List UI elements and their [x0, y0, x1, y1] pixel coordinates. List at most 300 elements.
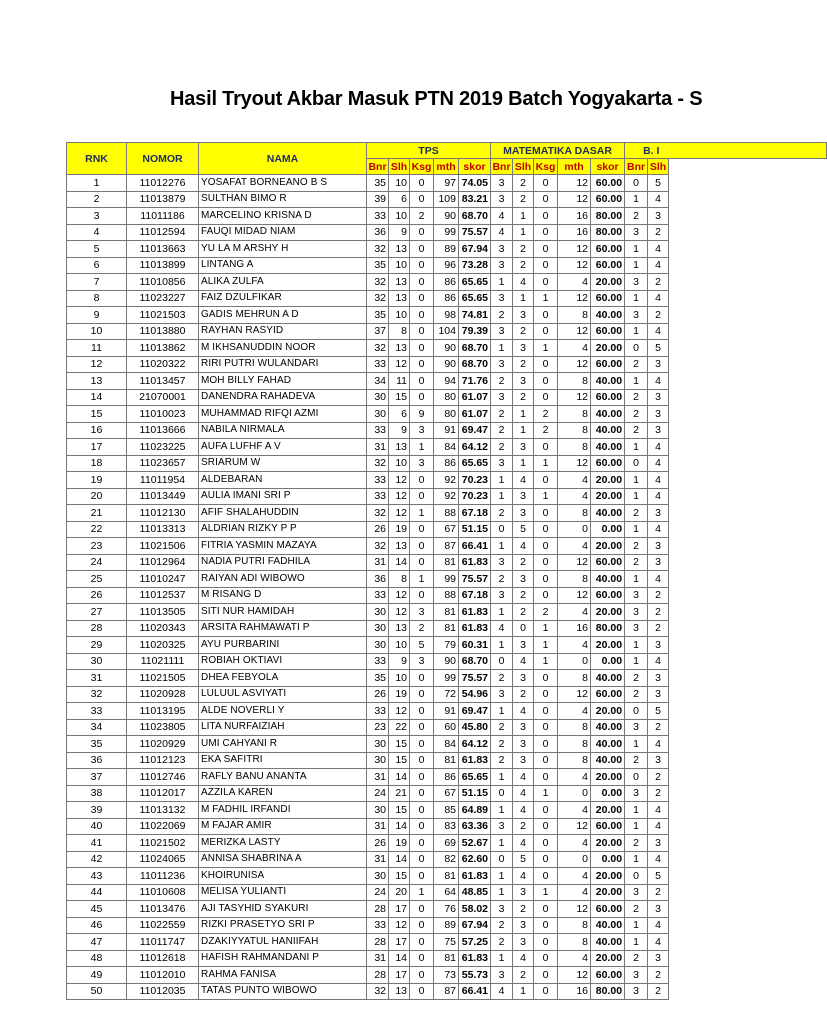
cell-tps-slh: 13: [389, 620, 410, 637]
cell-tps-mth: 64: [434, 884, 459, 901]
cell-tps-mth: 94: [434, 373, 459, 390]
cell-tps-bnr: 28: [367, 901, 389, 918]
cell-tps-ksg: 0: [410, 901, 434, 918]
cell-tps-ksg: 0: [410, 521, 434, 538]
cell-filler: [669, 620, 827, 637]
cell-mtk-bnr: 0: [491, 521, 513, 538]
table-row: [67, 224, 827, 241]
cell-tps-skor: 75.57: [459, 670, 491, 687]
cell-bing-bnr: 2: [625, 835, 648, 852]
cell-bing-slh: 4: [648, 934, 669, 951]
cell-mtk-skor: 80.00: [591, 983, 625, 1000]
cell-nama: RIZKI PRASETYO SRI P: [199, 917, 367, 934]
cell-nama: DZAKIYYATUL HANIIFAH: [199, 934, 367, 951]
cell-nomor: 11011236: [127, 868, 199, 885]
cell-rank: 30: [67, 653, 127, 670]
cell-mtk-slh: 3: [513, 736, 534, 753]
cell-mtk-mth: 8: [558, 670, 591, 687]
cell-mtk-slh: 1: [513, 455, 534, 472]
page-title: Hasil Tryout Akbar Masuk PTN 2019 Batch Yogyakarta - S: [170, 88, 703, 110]
cell-bing-slh: 4: [648, 851, 669, 868]
cell-nomor: 11012964: [127, 554, 199, 571]
cell-mtk-slh: 2: [513, 587, 534, 604]
cell-tps-bnr: 36: [367, 571, 389, 588]
cell-nama: RAIYAN ADI WIBOWO: [199, 571, 367, 588]
cell-tps-bnr: 33: [367, 422, 389, 439]
cell-mtk-slh: 3: [513, 488, 534, 505]
cell-nomor: 11013195: [127, 703, 199, 720]
cell-tps-bnr: 28: [367, 967, 389, 984]
cell-nama: M FADHIL IRFANDI: [199, 802, 367, 819]
cell-mtk-ksg: 0: [534, 472, 558, 489]
cell-bing-slh: 3: [648, 901, 669, 918]
cell-filler: [669, 439, 827, 456]
table-row: [67, 191, 827, 208]
cell-bing-bnr: 3: [625, 884, 648, 901]
cell-nomor: 11013879: [127, 191, 199, 208]
cell-nomor: 11020928: [127, 686, 199, 703]
cell-filler: [669, 191, 827, 208]
cell-nomor: 11021505: [127, 670, 199, 687]
mtk-mth-header: mth: [558, 159, 591, 175]
cell-mtk-mth: 0: [558, 785, 591, 802]
cell-mtk-mth: 12: [558, 554, 591, 571]
cell-tps-skor: 67.94: [459, 241, 491, 258]
cell-mtk-bnr: 3: [491, 901, 513, 918]
cell-bing-slh: 4: [648, 488, 669, 505]
cell-rank: 35: [67, 736, 127, 753]
cell-mtk-skor: 40.00: [591, 752, 625, 769]
cell-tps-ksg: 0: [410, 241, 434, 258]
cell-tps-mth: 90: [434, 208, 459, 225]
cell-tps-bnr: 23: [367, 719, 389, 736]
cell-tps-bnr: 37: [367, 323, 389, 340]
cell-tps-skor: 75.57: [459, 571, 491, 588]
cell-bing-slh: 4: [648, 653, 669, 670]
cell-nama: HAFISH RAHMANDANI P: [199, 950, 367, 967]
cell-nama: M RISANG D: [199, 587, 367, 604]
cell-tps-slh: 14: [389, 769, 410, 786]
cell-mtk-ksg: 2: [534, 406, 558, 423]
cell-tps-slh: 15: [389, 868, 410, 885]
cell-tps-bnr: 33: [367, 703, 389, 720]
cell-bing-bnr: 3: [625, 967, 648, 984]
cell-mtk-ksg: 0: [534, 983, 558, 1000]
cell-tps-slh: 11: [389, 373, 410, 390]
cell-filler: [669, 967, 827, 984]
cell-mtk-skor: 20.00: [591, 950, 625, 967]
cell-mtk-skor: 80.00: [591, 620, 625, 637]
cell-filler: [669, 340, 827, 357]
cell-tps-slh: 15: [389, 802, 410, 819]
cell-rank: 40: [67, 818, 127, 835]
cell-tps-skor: 61.07: [459, 406, 491, 423]
cell-nomor: 11013862: [127, 340, 199, 357]
results-table-container: [66, 142, 768, 998]
cell-mtk-slh: 4: [513, 769, 534, 786]
cell-mtk-ksg: 0: [534, 191, 558, 208]
cell-mtk-ksg: 1: [534, 785, 558, 802]
cell-mtk-slh: 3: [513, 505, 534, 522]
cell-nomor: 11021111: [127, 653, 199, 670]
cell-mtk-slh: 3: [513, 571, 534, 588]
cell-tps-skor: 61.83: [459, 620, 491, 637]
cell-tps-mth: 90: [434, 340, 459, 357]
cell-mtk-slh: 3: [513, 719, 534, 736]
cell-filler: [669, 274, 827, 291]
table-row: [67, 620, 827, 637]
cell-mtk-mth: 4: [558, 703, 591, 720]
cell-mtk-ksg: 1: [534, 488, 558, 505]
cell-tps-slh: 20: [389, 884, 410, 901]
cell-filler: [669, 554, 827, 571]
cell-bing-slh: 5: [648, 868, 669, 885]
cell-tps-mth: 90: [434, 653, 459, 670]
cell-nomor: 11012035: [127, 983, 199, 1000]
cell-bing-slh: 2: [648, 587, 669, 604]
cell-bing-slh: 3: [648, 637, 669, 654]
cell-tps-skor: 61.83: [459, 868, 491, 885]
cell-nomor: 11012010: [127, 967, 199, 984]
cell-rank: 3: [67, 208, 127, 225]
cell-tps-slh: 12: [389, 917, 410, 934]
cell-tps-ksg: 0: [410, 802, 434, 819]
cell-nama: LINTANG A: [199, 257, 367, 274]
cell-tps-skor: 61.83: [459, 950, 491, 967]
cell-filler: [669, 389, 827, 406]
cell-tps-bnr: 33: [367, 472, 389, 489]
cell-mtk-bnr: 3: [491, 554, 513, 571]
cell-tps-bnr: 28: [367, 934, 389, 951]
table-row: [67, 604, 827, 621]
cell-filler: [669, 785, 827, 802]
cell-nomor: 11013505: [127, 604, 199, 621]
cell-nama: MELISA YULIANTI: [199, 884, 367, 901]
cell-tps-skor: 65.65: [459, 455, 491, 472]
cell-mtk-slh: 2: [513, 356, 534, 373]
cell-rank: 31: [67, 670, 127, 687]
cell-mtk-skor: 40.00: [591, 719, 625, 736]
cell-nama: RIRI PUTRI WULANDARI: [199, 356, 367, 373]
cell-tps-ksg: 1: [410, 505, 434, 522]
cell-bing-slh: 4: [648, 571, 669, 588]
cell-nama: UMI CAHYANI R: [199, 736, 367, 753]
header-matematika-dasar: MATEMATIKA DASAR: [491, 143, 625, 159]
cell-tps-skor: 67.94: [459, 917, 491, 934]
cell-tps-ksg: 0: [410, 191, 434, 208]
cell-nama: RAYHAN RASYID: [199, 323, 367, 340]
cell-tps-skor: 58.02: [459, 901, 491, 918]
cell-bing-slh: 4: [648, 439, 669, 456]
cell-rank: 10: [67, 323, 127, 340]
cell-mtk-ksg: 0: [534, 686, 558, 703]
cell-mtk-slh: 2: [513, 686, 534, 703]
cell-nomor: 11013449: [127, 488, 199, 505]
cell-mtk-mth: 4: [558, 538, 591, 555]
cell-mtk-skor: 60.00: [591, 686, 625, 703]
cell-tps-slh: 12: [389, 703, 410, 720]
cell-bing-bnr: 1: [625, 241, 648, 258]
cell-mtk-bnr: 1: [491, 769, 513, 786]
cell-tps-mth: 97: [434, 175, 459, 192]
table-row: [67, 719, 827, 736]
cell-tps-skor: 63.36: [459, 818, 491, 835]
cell-tps-mth: 60: [434, 719, 459, 736]
cell-mtk-slh: 2: [513, 257, 534, 274]
cell-filler: [669, 571, 827, 588]
cell-mtk-mth: 12: [558, 257, 591, 274]
cell-rank: 18: [67, 455, 127, 472]
cell-rank: 38: [67, 785, 127, 802]
cell-tps-mth: 91: [434, 422, 459, 439]
cell-tps-mth: 80: [434, 389, 459, 406]
cell-filler: [669, 241, 827, 258]
cell-tps-mth: 80: [434, 406, 459, 423]
cell-nama: M IKHSANUDDIN NOOR: [199, 340, 367, 357]
cell-tps-skor: 45.80: [459, 719, 491, 736]
cell-mtk-ksg: 1: [534, 653, 558, 670]
cell-nomor: 11012276: [127, 175, 199, 192]
cell-filler: [669, 868, 827, 885]
cell-bing-bnr: 0: [625, 868, 648, 885]
cell-nama: ROBIAH OKTIAVI: [199, 653, 367, 670]
cell-filler: [669, 488, 827, 505]
cell-tps-skor: 68.70: [459, 340, 491, 357]
cell-mtk-bnr: 2: [491, 670, 513, 687]
table-row: [67, 571, 827, 588]
cell-tps-bnr: 31: [367, 439, 389, 456]
cell-mtk-bnr: 2: [491, 934, 513, 951]
table-row: [67, 653, 827, 670]
cell-bing-bnr: 1: [625, 802, 648, 819]
cell-rank: 50: [67, 983, 127, 1000]
cell-tps-mth: 67: [434, 785, 459, 802]
cell-tps-ksg: 0: [410, 224, 434, 241]
cell-nama: AZZILA KAREN: [199, 785, 367, 802]
cell-mtk-bnr: 3: [491, 356, 513, 373]
cell-mtk-skor: 0.00: [591, 653, 625, 670]
cell-bing-bnr: 1: [625, 851, 648, 868]
cell-mtk-bnr: 2: [491, 719, 513, 736]
table-row: [67, 472, 827, 489]
cell-bing-slh: 2: [648, 983, 669, 1000]
table-row: [67, 637, 827, 654]
table-row: [67, 752, 827, 769]
cell-tps-bnr: 30: [367, 406, 389, 423]
cell-nomor: 11020343: [127, 620, 199, 637]
cell-bing-slh: 2: [648, 307, 669, 324]
cell-bing-slh: 2: [648, 769, 669, 786]
cell-bing-bnr: 1: [625, 653, 648, 670]
cell-bing-slh: 5: [648, 703, 669, 720]
bing-bnr-header: Bnr: [625, 159, 648, 175]
cell-mtk-ksg: 0: [534, 274, 558, 291]
cell-tps-mth: 67: [434, 521, 459, 538]
cell-tps-bnr: 31: [367, 851, 389, 868]
mtk-ksg-header: Ksg: [534, 159, 558, 175]
cell-mtk-slh: 4: [513, 802, 534, 819]
cell-mtk-ksg: 0: [534, 719, 558, 736]
cell-mtk-bnr: 4: [491, 208, 513, 225]
cell-bing-slh: 4: [648, 472, 669, 489]
cell-tps-bnr: 32: [367, 340, 389, 357]
cell-bing-bnr: 0: [625, 455, 648, 472]
cell-mtk-skor: 20.00: [591, 340, 625, 357]
cell-mtk-skor: 0.00: [591, 785, 625, 802]
cell-mtk-bnr: 2: [491, 406, 513, 423]
cell-bing-bnr: 1: [625, 736, 648, 753]
cell-tps-skor: 71.76: [459, 373, 491, 390]
cell-mtk-bnr: 3: [491, 290, 513, 307]
cell-mtk-slh: 3: [513, 670, 534, 687]
tps-skor-header: skor: [459, 159, 491, 175]
cell-mtk-ksg: 0: [534, 224, 558, 241]
cell-filler: [669, 505, 827, 522]
cell-tps-mth: 104: [434, 323, 459, 340]
cell-bing-bnr: 2: [625, 670, 648, 687]
cell-mtk-slh: 5: [513, 851, 534, 868]
cell-mtk-bnr: 3: [491, 241, 513, 258]
cell-rank: 17: [67, 439, 127, 456]
cell-tps-ksg: 0: [410, 307, 434, 324]
cell-tps-slh: 14: [389, 818, 410, 835]
cell-bing-bnr: 1: [625, 917, 648, 934]
cell-mtk-ksg: 1: [534, 290, 558, 307]
cell-bing-bnr: 2: [625, 752, 648, 769]
cell-mtk-mth: 4: [558, 340, 591, 357]
cell-filler: [669, 257, 827, 274]
cell-rank: 25: [67, 571, 127, 588]
cell-nomor: 11021502: [127, 835, 199, 852]
cell-tps-mth: 81: [434, 604, 459, 621]
cell-filler: [669, 604, 827, 621]
cell-rank: 36: [67, 752, 127, 769]
cell-tps-bnr: 30: [367, 389, 389, 406]
cell-mtk-ksg: 1: [534, 455, 558, 472]
cell-mtk-mth: 12: [558, 389, 591, 406]
cell-tps-slh: 17: [389, 967, 410, 984]
cell-mtk-slh: 4: [513, 950, 534, 967]
cell-mtk-ksg: 0: [534, 538, 558, 555]
cell-mtk-slh: 2: [513, 175, 534, 192]
cell-mtk-bnr: 2: [491, 505, 513, 522]
cell-tps-ksg: 0: [410, 769, 434, 786]
cell-tps-slh: 13: [389, 274, 410, 291]
cell-mtk-bnr: 1: [491, 703, 513, 720]
cell-bing-bnr: 1: [625, 818, 648, 835]
cell-mtk-slh: 1: [513, 224, 534, 241]
cell-mtk-bnr: 1: [491, 802, 513, 819]
cell-mtk-ksg: 0: [534, 241, 558, 258]
cell-mtk-bnr: 2: [491, 736, 513, 753]
cell-mtk-slh: 2: [513, 323, 534, 340]
cell-filler: [669, 719, 827, 736]
cell-bing-bnr: 1: [625, 637, 648, 654]
cell-filler: [669, 521, 827, 538]
cell-mtk-bnr: 2: [491, 752, 513, 769]
table-row: [67, 538, 827, 555]
cell-mtk-mth: 8: [558, 917, 591, 934]
cell-tps-mth: 73: [434, 967, 459, 984]
cell-mtk-ksg: 0: [534, 670, 558, 687]
cell-tps-ksg: 0: [410, 686, 434, 703]
cell-tps-skor: 64.12: [459, 439, 491, 456]
cell-tps-bnr: 31: [367, 950, 389, 967]
cell-tps-skor: 51.15: [459, 521, 491, 538]
cell-filler: [669, 835, 827, 852]
cell-tps-skor: 83.21: [459, 191, 491, 208]
cell-mtk-ksg: 0: [534, 802, 558, 819]
cell-nama: FAIZ DZULFIKAR: [199, 290, 367, 307]
results-table: [66, 142, 827, 1000]
cell-nomor: 11013476: [127, 901, 199, 918]
cell-mtk-skor: 40.00: [591, 439, 625, 456]
cell-mtk-mth: 4: [558, 950, 591, 967]
cell-bing-slh: 3: [648, 538, 669, 555]
cell-mtk-slh: 1: [513, 983, 534, 1000]
cell-nama: AYU PURBARINI: [199, 637, 367, 654]
cell-mtk-bnr: 3: [491, 686, 513, 703]
cell-nomor: 11010247: [127, 571, 199, 588]
cell-mtk-slh: 4: [513, 835, 534, 852]
cell-tps-mth: 90: [434, 356, 459, 373]
cell-tps-slh: 15: [389, 736, 410, 753]
cell-tps-slh: 17: [389, 934, 410, 951]
cell-mtk-ksg: 0: [534, 389, 558, 406]
cell-mtk-slh: 1: [513, 290, 534, 307]
cell-mtk-mth: 12: [558, 191, 591, 208]
cell-bing-bnr: 3: [625, 785, 648, 802]
cell-mtk-skor: 60.00: [591, 290, 625, 307]
cell-tps-skor: 64.89: [459, 802, 491, 819]
cell-tps-bnr: 33: [367, 356, 389, 373]
cell-tps-slh: 8: [389, 571, 410, 588]
cell-mtk-slh: 4: [513, 868, 534, 885]
table-row: [67, 241, 827, 258]
cell-mtk-slh: 2: [513, 241, 534, 258]
cell-tps-skor: 66.41: [459, 983, 491, 1000]
cell-rank: 20: [67, 488, 127, 505]
cell-mtk-skor: 20.00: [591, 769, 625, 786]
cell-nama: EKA SAFITRI: [199, 752, 367, 769]
cell-tps-mth: 87: [434, 983, 459, 1000]
cell-mtk-mth: 12: [558, 241, 591, 258]
cell-filler: [669, 356, 827, 373]
cell-tps-mth: 87: [434, 538, 459, 555]
cell-nomor: 11024065: [127, 851, 199, 868]
cell-mtk-mth: 16: [558, 620, 591, 637]
tps-mth-header: mth: [434, 159, 459, 175]
cell-tps-slh: 10: [389, 175, 410, 192]
cell-tps-skor: 73.28: [459, 257, 491, 274]
cell-tps-ksg: 3: [410, 455, 434, 472]
cell-rank: 22: [67, 521, 127, 538]
cell-tps-slh: 13: [389, 983, 410, 1000]
cell-filler: [669, 934, 827, 951]
cell-nama: M FAJAR AMIR: [199, 818, 367, 835]
cell-mtk-bnr: 2: [491, 373, 513, 390]
cell-mtk-mth: 12: [558, 587, 591, 604]
cell-mtk-ksg: 0: [534, 505, 558, 522]
cell-filler: [669, 901, 827, 918]
cell-tps-skor: 57.25: [459, 934, 491, 951]
cell-mtk-slh: 2: [513, 389, 534, 406]
cell-tps-bnr: 32: [367, 274, 389, 291]
cell-mtk-skor: 20.00: [591, 884, 625, 901]
cell-nomor: 11010856: [127, 274, 199, 291]
cell-nomor: 11022559: [127, 917, 199, 934]
cell-nama: ALDRIAN RIZKY P P: [199, 521, 367, 538]
